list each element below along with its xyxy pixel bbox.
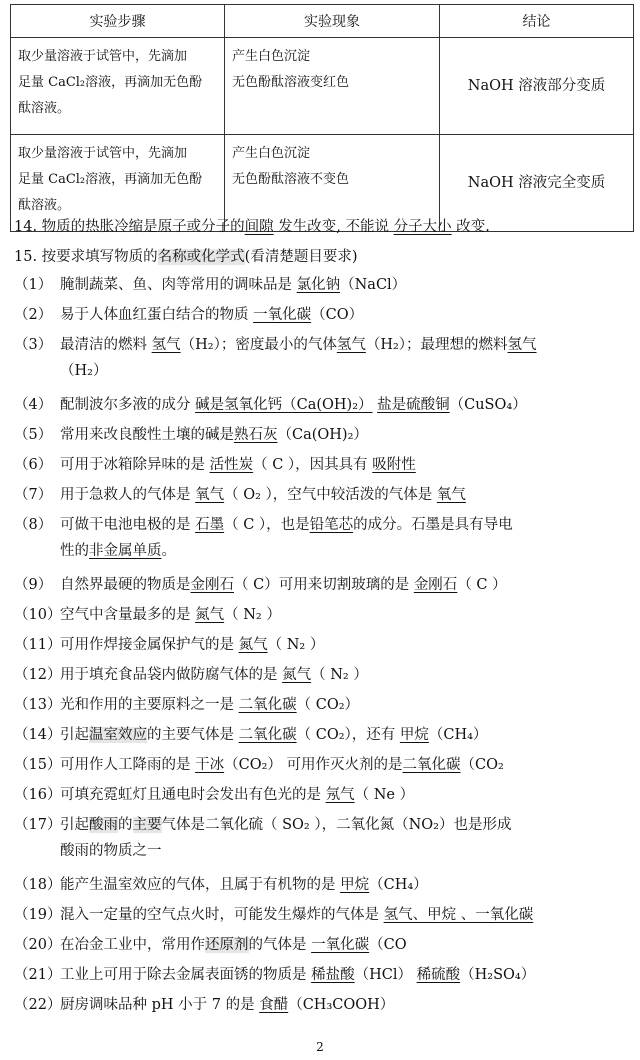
phenomenon-line: 产生白色沉淀	[232, 49, 311, 64]
answer-blank: 氢气、甲烷 、一氧化碳	[383, 907, 534, 923]
phenomenon-line: 无色酚酞溶液变红色	[232, 75, 350, 90]
step-line: 取少量溶液于试管中，先滴加	[18, 49, 188, 64]
list-item	[14, 300, 632, 330]
step-line: 取少量溶液于试管中，先滴加	[18, 146, 188, 161]
highlighted-term: 温室效应	[89, 727, 147, 743]
list-item	[14, 900, 632, 930]
q14-text: 改变.	[456, 219, 490, 235]
list-item	[14, 570, 632, 600]
item-text: 引起	[60, 727, 89, 743]
item-text: 的气体是	[248, 937, 312, 953]
header-conclusion: 结论	[440, 5, 634, 38]
list-item	[14, 750, 632, 780]
phenomenon-line: 无色酚酞溶液不变色	[232, 172, 350, 187]
answer-blank: 氧气	[195, 487, 225, 503]
answer-blank: 一氧化碳	[253, 307, 312, 323]
answer-blank: 铅笔芯	[309, 517, 354, 533]
item-text: 的	[118, 817, 133, 833]
item-text: 。	[161, 543, 176, 559]
answer-blank: 金刚石	[190, 577, 234, 593]
item-number: （4）	[14, 397, 53, 413]
item-text: （ O₂ ），空气中较活泼的气体是	[224, 487, 437, 503]
q15-text: 15. 按要求填写物质的	[14, 249, 158, 265]
highlighted-term: 酸雨	[89, 817, 118, 833]
list-item	[14, 510, 632, 566]
answer-blank: 干冰	[195, 757, 225, 773]
answer-blank: 二氧化碳	[238, 727, 297, 743]
answer-blank: 稀硫酸	[416, 967, 461, 983]
list-item	[14, 930, 632, 960]
item-text: 工业上可用于除去金属表面锈的物质是	[60, 967, 312, 983]
item-number: （21）	[14, 967, 62, 983]
q14-text: 发生改变, 不能说	[278, 219, 389, 235]
header-steps: 实验步骤	[11, 5, 225, 38]
highlighted-term: 主要	[132, 817, 162, 833]
item-text: 酸雨的物质之一	[60, 843, 162, 859]
item-text: （ N₂ ）	[311, 667, 368, 683]
item-text: 的主要气体是	[147, 727, 239, 743]
answer-blank: 氢气	[151, 337, 181, 353]
item-text: （HCl）	[354, 967, 417, 983]
answer-blank: 二氧化碳	[238, 697, 297, 713]
answer-blank: 氢气	[507, 337, 537, 353]
item-number: （13）	[14, 697, 62, 713]
item-text: （CO₂	[460, 757, 504, 773]
item-text: （H₂）	[60, 363, 108, 379]
item-text: 常用来改良酸性土壤的碱是	[60, 427, 234, 443]
item-number: （11）	[14, 637, 62, 653]
item-continuation	[14, 536, 632, 566]
item-number: （18）	[14, 877, 62, 893]
phenomenon-cell	[225, 38, 440, 135]
step-cell	[11, 38, 225, 135]
header-phenomenon: 实验现象	[225, 5, 440, 38]
item-text: （CO₂） 可用作灭火剂的是	[224, 757, 403, 773]
step-line: 足量 CaCl₂溶液，再滴加无色酚	[18, 75, 203, 90]
list-item	[14, 420, 632, 450]
list-item	[14, 480, 632, 510]
item-number: （20）	[14, 937, 62, 953]
item-text: （NaCl）	[340, 277, 407, 293]
item-number: （19）	[14, 907, 62, 923]
item-text: 可用于冰箱除异味的是	[60, 457, 210, 473]
item-text: 用于急救人的气体是	[60, 487, 196, 503]
item-number: （16）	[14, 787, 62, 803]
list-item	[14, 810, 632, 866]
item-text: 自然界最硬的物质是	[60, 577, 191, 593]
list-item	[14, 720, 632, 750]
list-item	[14, 630, 632, 660]
item-number: （5）	[14, 427, 53, 443]
phenomenon-line: 产生白色沉淀	[232, 146, 311, 161]
answer-blank: 甲烷	[399, 727, 429, 743]
answer-blank: 氧气	[436, 487, 466, 503]
item-text: 可填充霓虹灯且通电时会发出有色光的是	[60, 787, 326, 803]
experiment-table	[10, 4, 634, 232]
item-text: 光和作用的主要原料之一是	[60, 697, 239, 713]
item-number: （10）	[14, 607, 62, 623]
step-line: 酞溶液。	[18, 198, 71, 213]
item-text: 在冶金工业中，常用作	[60, 937, 205, 953]
item-text: （CH₃COOH）	[288, 997, 395, 1013]
item-number: （14）	[14, 727, 62, 743]
item-text: 用于填充食品袋内做防腐气体的是	[60, 667, 283, 683]
list-item	[14, 660, 632, 690]
conclusion-cell: NaOH 溶液部分变质	[440, 38, 634, 135]
list-item	[14, 390, 632, 420]
item-text: （H₂SO₄）	[460, 967, 536, 983]
item-text: 引起	[60, 817, 89, 833]
answer-blank: 氖气	[325, 787, 355, 803]
item-text: （CH₄）	[369, 877, 428, 893]
page-number: 2	[316, 1040, 324, 1054]
step-line: 酞溶液。	[18, 101, 71, 116]
q15-highlight: 名称或化学式	[157, 249, 245, 265]
item-text: 性的	[60, 543, 89, 559]
answer-blank: 氮气	[195, 607, 225, 623]
answer-blank: 二氧化碳	[402, 757, 461, 773]
item-text: 易于人体血红蛋白结合的物质	[60, 307, 254, 323]
item-text: 空气中含量最多的是	[60, 607, 196, 623]
item-text: （ C ），也是	[224, 517, 310, 533]
item-text: 混入一定量的空气点火时，可能发生爆炸的气体是	[60, 907, 384, 923]
item-text: （ CO₂），还有	[296, 727, 400, 743]
item-number: （22）	[14, 997, 62, 1013]
answer-blank: 非金属单质	[89, 543, 162, 559]
item-text: 腌制蔬菜、鱼、肉等常用的调味品是	[60, 277, 297, 293]
q14-text: 14. 物质的热胀冷缩是原子或分子的	[14, 219, 245, 235]
answer-blank: 氮气	[282, 667, 312, 683]
item-number: （6）	[14, 457, 53, 473]
answer-blank: 吸附性	[372, 457, 416, 473]
item-text: 最清洁的燃料	[60, 337, 152, 353]
answer-blank: 石墨	[195, 517, 225, 533]
answer-blank: 一氧化碳	[311, 937, 370, 953]
q14-answer-1: 间隙	[244, 219, 274, 235]
list-item	[14, 990, 632, 1020]
item-text: （ N₂ ）	[267, 637, 325, 653]
item-text: 的成分。石墨是具有导电	[353, 517, 513, 533]
answer-blank: 盐是硫酸铜	[377, 397, 450, 413]
list-item	[14, 600, 632, 630]
question-15	[14, 242, 632, 272]
answer-blank: 氯化钠	[296, 277, 341, 293]
table-row	[11, 38, 634, 135]
answer-blank: 活性炭	[209, 457, 254, 473]
list-item	[14, 330, 632, 386]
answer-blank: 食醋	[259, 997, 289, 1013]
item-text: （ Ne ）	[354, 787, 415, 803]
question-14	[14, 212, 632, 242]
item-text: 配制波尔多液的成分	[60, 397, 196, 413]
answer-blank: 熟石灰	[234, 427, 278, 443]
item-number: （3）	[14, 337, 53, 353]
item-continuation	[14, 836, 632, 866]
item-number: （2）	[14, 307, 53, 323]
item-text: （H₂）；密度最小的气体	[180, 337, 337, 353]
item-text: （H₂）；最理想的燃料	[365, 337, 508, 353]
item-text: （ C ），因其具有	[253, 457, 373, 473]
q14-answer-2: 分子大小	[393, 219, 452, 235]
item-text: 可用作人工降雨的是	[60, 757, 196, 773]
item-text: （CO）	[311, 307, 364, 323]
item-number: （17）	[14, 817, 62, 833]
highlighted-term: 还原剂	[205, 937, 249, 953]
list-item	[14, 960, 632, 990]
item-text: 能产生温室效应的气体，且属于有机物的是	[60, 877, 341, 893]
item-number: （7）	[14, 487, 53, 503]
item-text: （CH₄）	[428, 727, 488, 743]
conclusion-cell: NaOH 溶液完全变质	[440, 135, 634, 232]
item-text: 可做干电池电极的是	[60, 517, 196, 533]
table-header-row	[11, 5, 634, 38]
list-item	[14, 690, 632, 720]
list-item	[14, 780, 632, 810]
list-item	[14, 450, 632, 480]
answer-blank: 氮气	[238, 637, 268, 653]
answer-blank: 碱是氢氧化钙（Ca(OH)₂）	[195, 397, 373, 413]
item-text: （CO	[369, 937, 407, 953]
item-text: 气体是二氧化硫（ SO₂ ），二氧化氮（NO₂）也是形成	[161, 817, 512, 833]
answer-blank: 甲烷	[340, 877, 370, 893]
list-item	[14, 270, 632, 300]
item-text: 厨房调味品种 pH 小于 7 的是	[60, 997, 260, 1013]
answer-blank: 稀盐酸	[311, 967, 355, 983]
q15-note: (看清楚题目要求)	[244, 249, 358, 265]
item-text: 可用作焊接金属保护气的是	[60, 637, 239, 653]
item-text: （ C）可用来切割玻璃的是	[234, 577, 414, 593]
item-text: （ N₂ ）	[224, 607, 281, 623]
item-number: （12）	[14, 667, 62, 683]
answer-blank: 金刚石	[413, 577, 458, 593]
item-number: （1）	[14, 277, 53, 293]
item-text: （ C ）	[457, 577, 507, 593]
list-item	[14, 870, 632, 900]
answer-blank: 氢气	[336, 337, 366, 353]
step-line: 足量 CaCl₂溶液，再滴加无色酚	[18, 172, 203, 187]
item-number: （15）	[14, 757, 62, 773]
item-text: （CuSO₄）	[449, 397, 527, 413]
item-text: （Ca(OH)₂）	[277, 427, 368, 443]
item-continuation	[14, 356, 632, 386]
item-number: （8）	[14, 517, 53, 533]
item-number: （9）	[14, 577, 53, 593]
item-text: （ CO₂）	[296, 697, 360, 713]
